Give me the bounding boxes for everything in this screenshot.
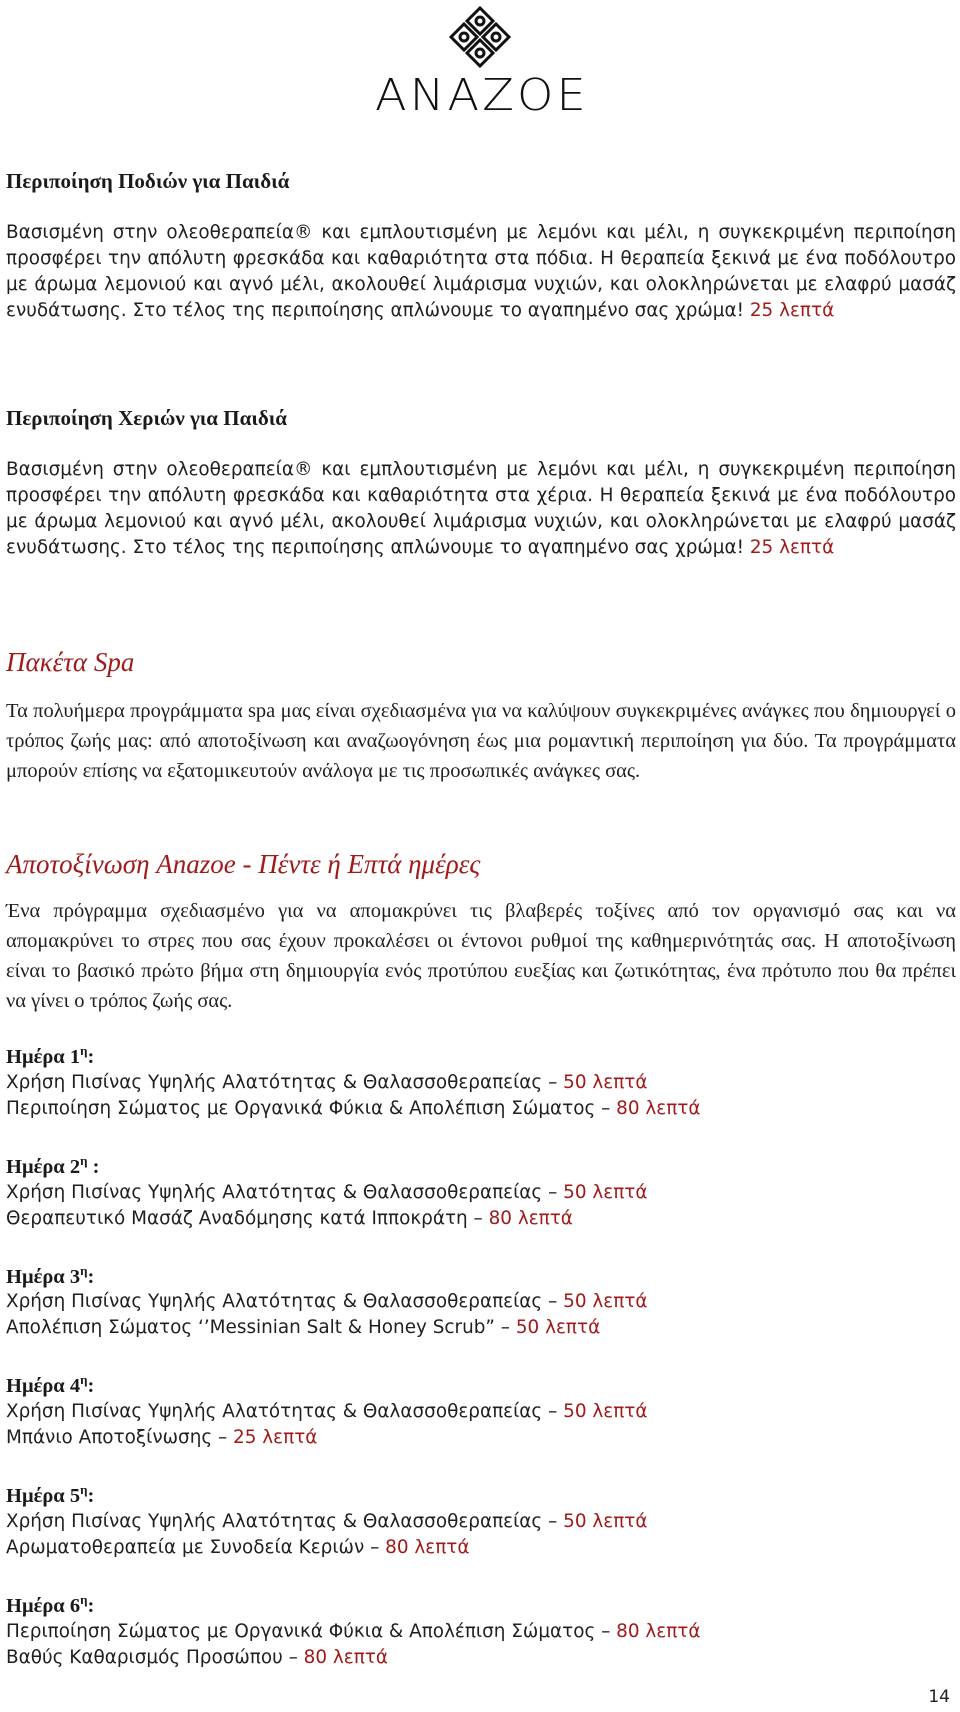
treatment-text: Χρήση Πισίνας Υψηλής Αλατότητας & Θαλασσοθεραπείας – bbox=[6, 1511, 558, 1533]
day-block bbox=[6, 1587, 956, 1671]
section-body bbox=[6, 220, 956, 324]
section-children-hands bbox=[6, 405, 956, 561]
day-sup: η bbox=[80, 1043, 88, 1058]
treatment-line bbox=[6, 1070, 956, 1096]
day-label: Ημέρα 6 bbox=[6, 1594, 81, 1617]
treatment-text: Αρωματοθεραπεία με Συνοδεία Κεριών – bbox=[6, 1537, 380, 1559]
day-label: Ημέρα 2 bbox=[6, 1155, 81, 1178]
day-suffix: : bbox=[87, 1375, 95, 1398]
body-text: Βασισμένη στην ολεοθεραπεία® και εμπλουτισμένη με λεμόνι και μέλι, η συγκεκριμένη περιποίηση προσφέρει την απόλυτη φρεσκάδα και καθαριότητα στα πόδια. Η θεραπεία ξεκινά με ένα ποδόλουτρο με άρωμα λεμονιού και αγνό μέλι, ακολουθεί λιμάρισμα νυχιών, και ολοκληρώνεται με ελαφρύ μασάζ ενυδάτωσης. Στο τέλος της περιποίησης απλώνουμε το αγαπημένο σας χρώμα! bbox=[6, 222, 956, 321]
day-suffix: : bbox=[87, 1155, 100, 1178]
day-block bbox=[6, 1258, 956, 1342]
day-label: Ημέρα 4 bbox=[6, 1375, 81, 1398]
day-sup: η bbox=[80, 1592, 88, 1608]
day-label: Ημέρα 1 bbox=[6, 1045, 81, 1068]
section-detox bbox=[6, 848, 956, 1671]
day-suffix: : bbox=[87, 1485, 95, 1508]
day-block bbox=[6, 1148, 956, 1232]
day-sup: η bbox=[80, 1152, 88, 1168]
day-schedule bbox=[6, 1038, 956, 1671]
treatment-line bbox=[6, 1289, 956, 1315]
day-title bbox=[6, 1148, 956, 1180]
duration: 50 λεπτά bbox=[563, 1401, 648, 1423]
brand-wordmark: ANAZOE bbox=[375, 70, 589, 121]
treatment-text: Βαθύς Καθαρισμός Προσώπου – bbox=[6, 1646, 298, 1668]
duration: 25 λεπτά bbox=[233, 1427, 318, 1449]
section-body: Τα πολυήμερα προγράμματα spa μας είναι σχεδιασμένα για να καλύψουν συγκεκριμένες ανάγκες που δημιουργεί ο τρόπος ζωής μας: από αποτοξίνωση και αναζωογόνηση έως μια ρομαντική περιποίηση για δύο. Τα προγράμματα μπορούν επίσης να εξατομικευτούν ανάλογα με τις προσωπικές ανάγκες σας. bbox=[6, 700, 956, 782]
day-suffix: : bbox=[87, 1265, 95, 1288]
section-title: Πακέτα Spa bbox=[6, 647, 135, 677]
section-body bbox=[6, 457, 956, 561]
duration: 25 λεπτά bbox=[749, 537, 835, 558]
treatment-text: Χρήση Πισίνας Υψηλής Αλατότητας & Θαλασσοθεραπείας – bbox=[6, 1401, 558, 1423]
treatment-text: Περιποίηση Σώματος με Οργανικά Φύκια & Απολέπιση Σώματος – bbox=[6, 1620, 611, 1642]
treatment-line bbox=[6, 1180, 956, 1206]
treatment-line bbox=[6, 1535, 956, 1561]
day-title bbox=[6, 1258, 956, 1290]
section-title: Περιποίηση Ποδιών για Παιδιά bbox=[6, 169, 290, 193]
treatment-text: Χρήση Πισίνας Υψηλής Αλατότητας & Θαλασσοθεραπείας – bbox=[6, 1291, 558, 1313]
treatment-text: Απολέπιση Σώματος ‘’Messinian Salt & Honey Scrub” – bbox=[6, 1317, 510, 1339]
duration: 50 λεπτά bbox=[563, 1291, 648, 1313]
duration: 50 λεπτά bbox=[563, 1071, 648, 1093]
treatment-line bbox=[6, 1206, 956, 1232]
treatment-line bbox=[6, 1645, 956, 1671]
day-title bbox=[6, 1038, 956, 1070]
day-label: Ημέρα 5 bbox=[6, 1485, 81, 1508]
duration: 50 λεπτά bbox=[515, 1317, 601, 1339]
day-block bbox=[6, 1038, 956, 1122]
section-title: Περιποίηση Χεριών για Παιδιά bbox=[6, 406, 287, 430]
page-number: 14 bbox=[928, 1687, 950, 1707]
duration: 80 λεπτά bbox=[616, 1097, 701, 1119]
treatment-text: Μπάνιο Αποτοξίνωσης – bbox=[6, 1427, 228, 1449]
brand-logo bbox=[375, 2, 589, 121]
day-suffix: : bbox=[87, 1594, 95, 1617]
treatment-text: Θεραπευτικό Μασάζ Αναδόμησης κατά Ιπποκράτη – bbox=[6, 1207, 483, 1229]
day-block bbox=[6, 1367, 956, 1451]
duration: 80 λεπτά bbox=[385, 1537, 470, 1559]
section-spa-packages bbox=[6, 646, 956, 786]
day-suffix: : bbox=[87, 1045, 95, 1068]
treatment-line bbox=[6, 1399, 956, 1425]
section-title: Αποτοξίνωση Anazoe - Πέντε ή Επτά ημέρες bbox=[6, 849, 481, 879]
duration: 80 λεπτά bbox=[616, 1620, 701, 1642]
day-title bbox=[6, 1367, 956, 1399]
treatment-line bbox=[6, 1509, 956, 1535]
treatment-text: Χρήση Πισίνας Υψηλής Αλατότητας & Θαλασσοθεραπείας – bbox=[6, 1071, 558, 1093]
section-children-feet bbox=[6, 168, 956, 324]
treatment-line bbox=[6, 1096, 956, 1122]
duration: 50 λεπτά bbox=[563, 1181, 648, 1203]
duration: 50 λεπτά bbox=[563, 1511, 648, 1533]
duration: 25 λεπτά bbox=[749, 300, 835, 321]
day-label: Ημέρα 3 bbox=[6, 1265, 81, 1288]
day-block bbox=[6, 1477, 956, 1561]
body-text: Βασισμένη στην ολεοθεραπεία® και εμπλουτισμένη με λεμόνι και μέλι, η συγκεκριμένη περιποίηση προσφέρει την απόλυτη φρεσκάδα και καθαριότητα στα χέρια. Η θεραπεία ξεκινά με ένα ποδόλουτρο με άρωμα λεμονιού και αγνό μέλι, ακολουθεί λιμάρισμα νυχιών, και ολοκληρώνεται με ελαφρύ μασάζ ενυδάτωσης. Στο τέλος της περιποίησης απλώνουμε το αγαπημένο σας χρώμα! bbox=[6, 459, 956, 558]
treatment-line bbox=[6, 1619, 956, 1645]
day-sup: η bbox=[80, 1262, 88, 1278]
day-sup: η bbox=[80, 1372, 88, 1388]
treatment-line bbox=[6, 1315, 956, 1341]
day-sup: η bbox=[80, 1482, 88, 1498]
day-title bbox=[6, 1587, 956, 1619]
ornament-icon bbox=[445, 2, 515, 72]
duration: 80 λεπτά bbox=[303, 1646, 388, 1668]
treatment-text: Περιποίηση Σώματος με Οργανικά Φύκια & Απολέπιση Σώματος – bbox=[6, 1097, 611, 1119]
treatment-text: Χρήση Πισίνας Υψηλής Αλατότητας & Θαλασσοθεραπείας – bbox=[6, 1181, 558, 1203]
duration: 80 λεπτά bbox=[488, 1207, 573, 1229]
treatment-line bbox=[6, 1425, 956, 1451]
section-body: Ένα πρόγραμμα σχεδιασμένο για να απομακρύνει τις βλαβερές τοξίνες από τον οργανισμό σας και να απομακρύνει το στρες που σας έχουν προκαλέσει οι έντονοι ρυθμοί της καθημερινότητάς σας. Η αποτοξίνωση είναι το βασικό πρώτο βήμα στη δημιουργία ενός προτύπου ευεξίας και ζωτικότητας, ένα πρότυπο που θα πρέπει να γίνει ο τρόπος ζωής σας. bbox=[6, 900, 956, 1012]
day-title bbox=[6, 1477, 956, 1509]
